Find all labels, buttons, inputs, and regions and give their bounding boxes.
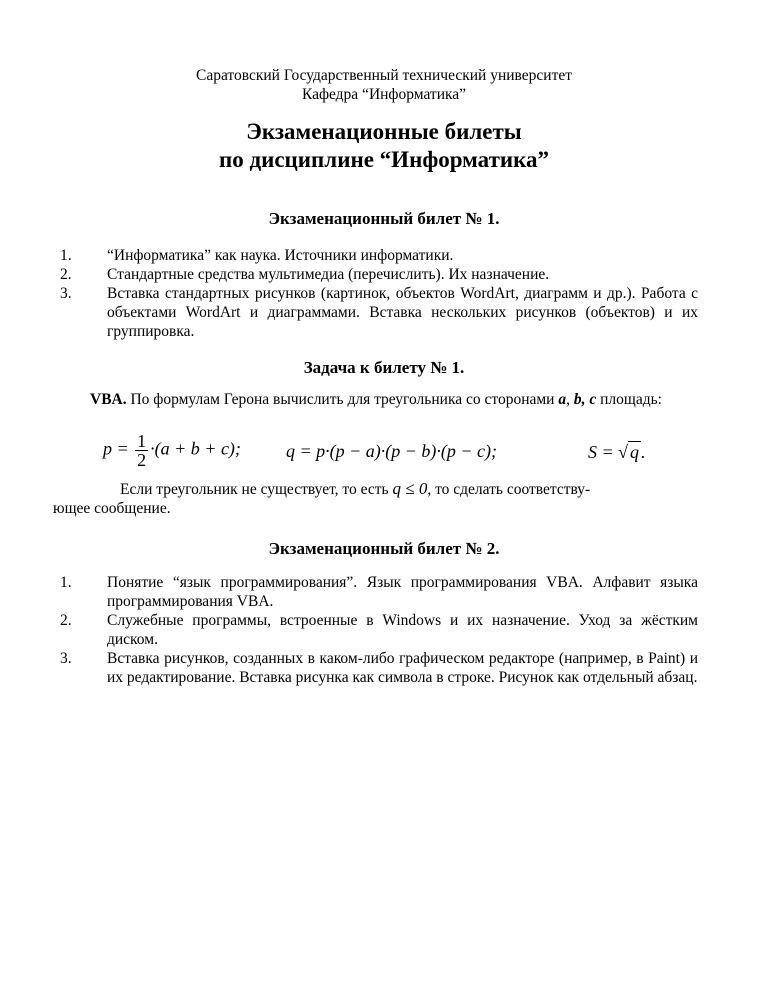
formula-p — [103, 432, 241, 469]
task1-text — [60, 390, 698, 409]
task1-condition — [60, 479, 698, 499]
formula-q: q = p·(p − a)·(p − b)·(p − c); — [286, 441, 498, 461]
list-item — [60, 573, 698, 611]
university-name: Саратовский Государственный технический университет — [195, 67, 573, 84]
sqrt-radicand: q — [630, 442, 640, 462]
list-item — [60, 265, 698, 284]
question-text: Стандартные средства мультимедиа (перечислить). Их назначение. — [107, 266, 550, 283]
ticket1-questions — [60, 246, 698, 341]
var-a: a — [558, 391, 567, 408]
task1-condition-end: ющее сообщение. — [53, 500, 171, 517]
question-number: 1. — [60, 574, 72, 591]
ticket1-heading: Экзаменационный билет № 1. — [268, 209, 500, 228]
question-number: 3. — [60, 650, 72, 667]
formula-p-left: p = — [103, 438, 134, 459]
ticket2-heading: Экзаменационный билет № 2. — [268, 539, 500, 558]
formula-s-end: . — [641, 442, 646, 462]
formula-s-left: S = — [588, 442, 619, 462]
sqrt-icon: √ — [618, 442, 629, 462]
document-title-line1: Экзаменационные билеты — [246, 119, 522, 144]
list-item — [60, 284, 698, 341]
var-bc: b, c — [573, 391, 597, 408]
task1-text-part: площадь: — [596, 391, 662, 408]
question-text: “Информатика” как наука. Источники информатики. — [107, 247, 454, 264]
question-number: 2. — [60, 612, 72, 629]
question-text: Вставка стандартных рисунков (картинок, объектов WordArt, диаграмм и др.). Работа с объектами WordArt и диаграммами. Вставка нескольких рисунков (объектов) и их группировка. — [107, 285, 698, 340]
question-text: Служебные программы, встроенные в Windows и их назначение. Уход за жёстким диском. — [107, 612, 698, 648]
list-item — [60, 611, 698, 649]
department-name: Кафедра “Информатика” — [301, 86, 467, 103]
task1-text-part: По формулам Герона вычислить для треугольника со сторонами — [126, 391, 559, 408]
question-text: Понятие “язык программирования”. Язык программирования VBA. Алфавит языка программирования VBA. — [107, 574, 698, 610]
formula-p-right: ·(a + b + c); — [150, 438, 241, 459]
condition-text: Если треугольник не существует, то есть — [120, 481, 393, 498]
condition-formula: q ≤ 0 — [392, 479, 428, 498]
comma: , — [566, 391, 570, 408]
task1-heading: Задача к билету № 1. — [303, 358, 465, 377]
question-text: Вставка рисунков, созданных в каком-либо графическом редакторе (например, в Paint) и их редактирование. Вставка рисунка как символа в строке. Рисунок как отдельный абзац. — [107, 650, 698, 686]
fraction-numerator: 1 — [137, 431, 147, 451]
formula-s — [588, 441, 646, 463]
vba-label: VBA. — [90, 391, 127, 408]
fraction — [135, 432, 148, 469]
fraction-denominator: 2 — [137, 450, 147, 470]
list-item — [60, 246, 698, 265]
question-number: 1. — [60, 247, 72, 264]
question-number: 3. — [60, 285, 72, 302]
condition-text: , то сделать соответству- — [427, 481, 591, 498]
document-title-line2: по дисциплине “Информатика” — [218, 147, 550, 172]
ticket2-questions — [60, 573, 698, 687]
list-item — [60, 649, 698, 687]
question-number: 2. — [60, 266, 72, 283]
